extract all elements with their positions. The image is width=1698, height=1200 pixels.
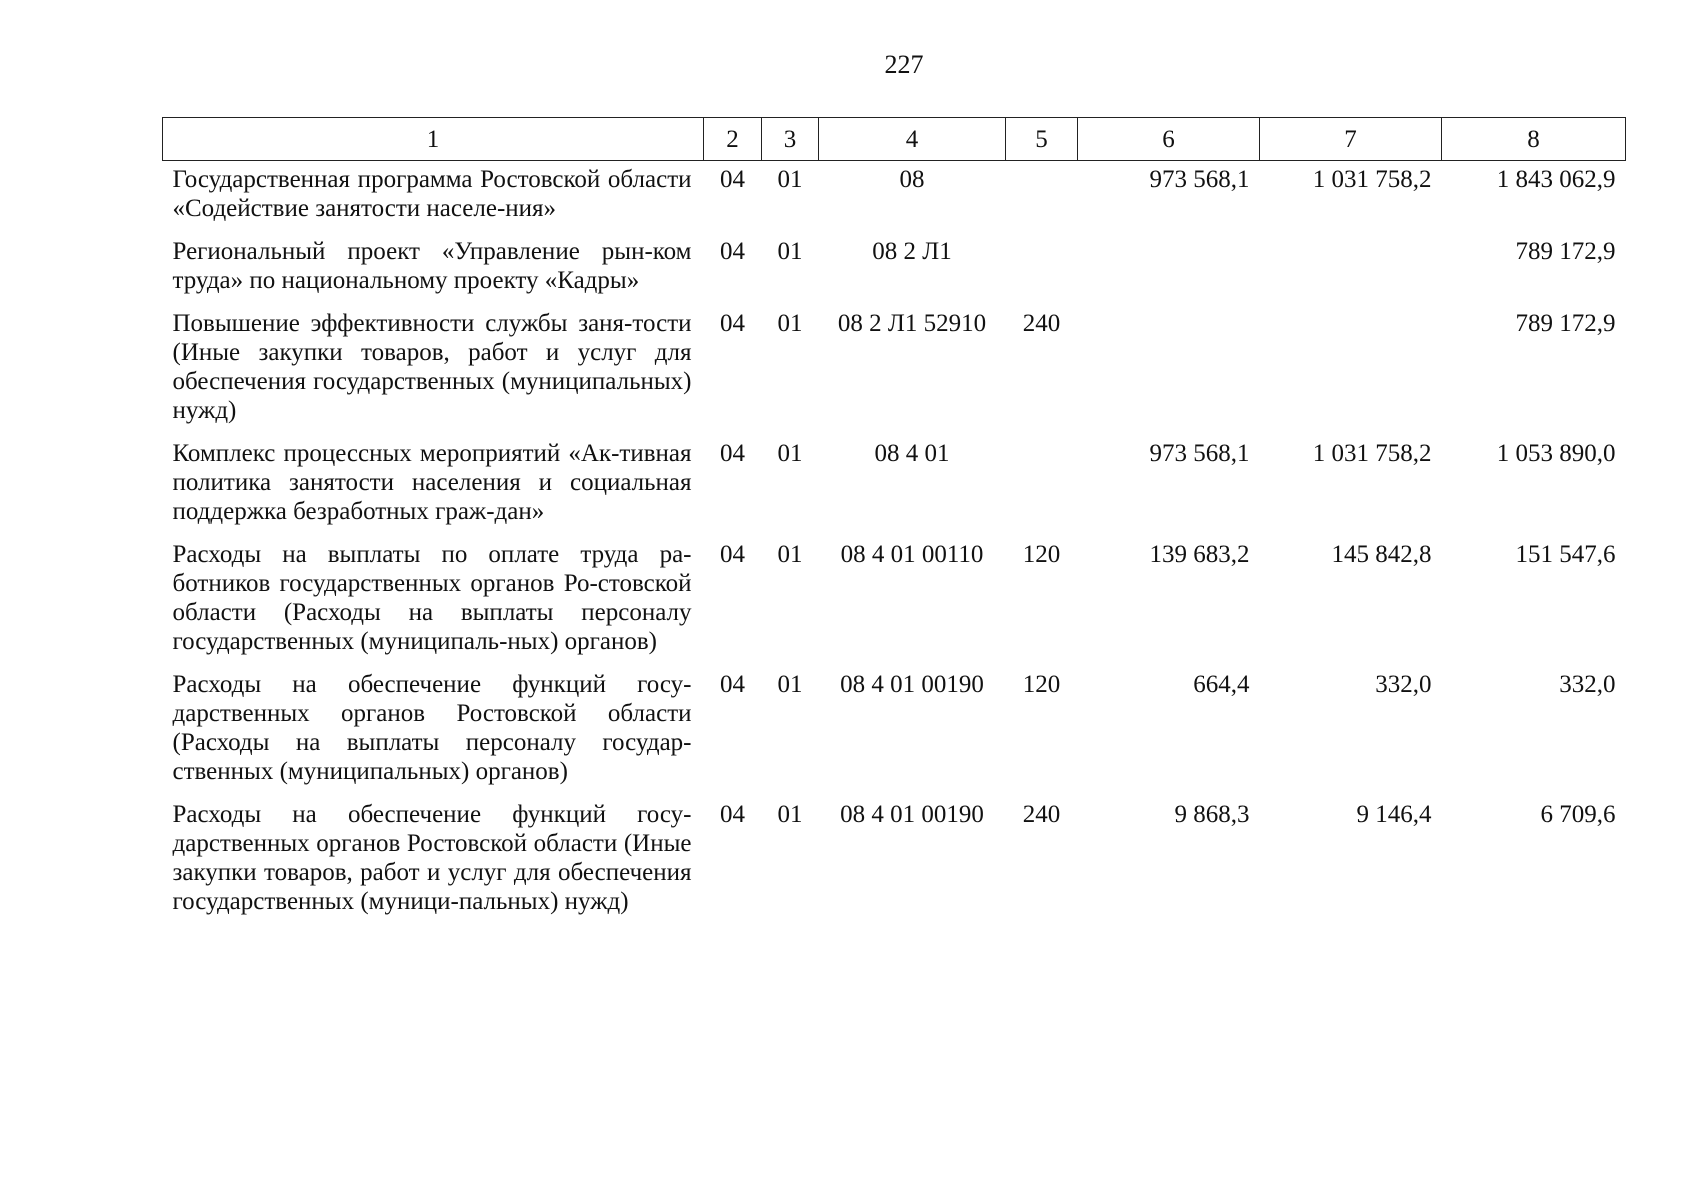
row-expense-type: 120 xyxy=(1022,671,1061,698)
row-amount-8: 789 172,9 xyxy=(1515,310,1616,337)
row-amount-7 xyxy=(1260,233,1442,305)
row-target-code: 08 4 01 xyxy=(874,440,950,467)
row-expense-type: 240 xyxy=(1022,801,1061,828)
row-subsection: 01 xyxy=(777,671,803,698)
row-expense-type xyxy=(1006,161,1078,234)
row-amount-6: 664,4 xyxy=(1193,671,1250,698)
row-subsection: 01 xyxy=(777,801,803,828)
row-amount-8: 332,0 xyxy=(1559,671,1616,698)
row-amount-6: 139 683,2 xyxy=(1149,541,1250,568)
row-name: Государственная программа Ростовской области «Содействие занятости населе-ния» xyxy=(172,166,692,222)
row-subsection: 01 xyxy=(777,440,803,467)
row-expense-type xyxy=(1006,435,1078,536)
row-amount-8: 6 709,6 xyxy=(1540,801,1616,828)
row-amount-6: 973 568,1 xyxy=(1149,166,1250,193)
row-name: Повышение эффективности службы заня-тости (Иные закупки товаров, работ и услуг для обеспечения государственных (муниципальных) нужд) xyxy=(172,310,692,424)
header-col-3: 3 xyxy=(762,118,819,161)
row-subsection: 01 xyxy=(777,541,803,568)
table-row xyxy=(163,161,1626,234)
row-amount-7 xyxy=(1260,305,1442,435)
row-amount-8: 1 843 062,9 xyxy=(1496,166,1616,193)
header-col-4: 4 xyxy=(819,118,1006,161)
header-col-8: 8 xyxy=(1442,118,1626,161)
row-expense-type: 240 xyxy=(1022,310,1061,337)
row-name: Комплекс процессных мероприятий «Ак-тивная политика занятости населения и социальная поддержка безработных граж-дан» xyxy=(172,440,692,525)
page-number: 227 xyxy=(884,50,924,79)
row-amount-7: 9 146,4 xyxy=(1356,801,1432,828)
header-col-1: 1 xyxy=(163,118,704,161)
row-target-code: 08 2 Л1 52910 xyxy=(837,310,987,337)
row-section: 04 xyxy=(720,801,745,828)
row-target-code: 08 4 01 00110 xyxy=(840,541,984,568)
row-target-code: 08 xyxy=(899,166,925,193)
row-expense-type xyxy=(1006,233,1078,305)
header-col-5: 5 xyxy=(1006,118,1078,161)
row-amount-6: 9 868,3 xyxy=(1174,801,1250,828)
header-col-2: 2 xyxy=(704,118,762,161)
table-row xyxy=(163,305,1626,435)
table-row xyxy=(163,233,1626,305)
row-amount-7: 332,0 xyxy=(1375,671,1432,698)
header-col-7: 7 xyxy=(1260,118,1442,161)
row-amount-6 xyxy=(1078,233,1260,305)
row-expense-type: 120 xyxy=(1022,541,1061,568)
row-name: Расходы на выплаты по оплате труда ра-ботников государственных органов Ро-стовской области (Расходы на выплаты персоналу государственных (муниципаль-ных) органов) xyxy=(172,541,692,655)
row-amount-7: 145 842,8 xyxy=(1331,541,1432,568)
table-row xyxy=(163,435,1626,536)
row-section: 04 xyxy=(720,238,745,265)
row-section: 04 xyxy=(720,310,745,337)
row-amount-8: 1 053 890,0 xyxy=(1496,440,1616,467)
row-amount-7: 1 031 758,2 xyxy=(1312,440,1432,467)
row-amount-7: 1 031 758,2 xyxy=(1312,166,1432,193)
row-target-code: 08 4 01 00190 xyxy=(840,671,984,698)
row-target-code: 08 2 Л1 xyxy=(872,238,952,265)
row-subsection: 01 xyxy=(777,238,803,265)
row-name: Расходы на обеспечение функций госу-дарственных органов Ростовской области (Расходы на выплаты персоналу государ-ственных (муниципальных) органов) xyxy=(172,671,692,785)
table-row xyxy=(163,666,1626,796)
row-amount-8: 789 172,9 xyxy=(1515,238,1616,265)
row-amount-6 xyxy=(1078,305,1260,435)
header-col-6: 6 xyxy=(1078,118,1260,161)
budget-table xyxy=(162,117,1626,926)
row-amount-6: 973 568,1 xyxy=(1149,440,1250,467)
row-subsection: 01 xyxy=(777,310,803,337)
table-row xyxy=(163,536,1626,666)
table-header-row xyxy=(163,118,1626,161)
row-name: Региональный проект «Управление рын-ком труда» по национальному проекту «Кадры» xyxy=(172,238,692,294)
row-section: 04 xyxy=(720,166,745,193)
row-target-code: 08 4 01 00190 xyxy=(840,801,984,828)
table-row xyxy=(163,796,1626,926)
row-amount-8: 151 547,6 xyxy=(1515,541,1616,568)
row-section: 04 xyxy=(720,440,745,467)
row-section: 04 xyxy=(720,541,745,568)
row-section: 04 xyxy=(720,671,745,698)
row-name: Расходы на обеспечение функций госу-дарственных органов Ростовской области (Иные закупки товаров, работ и услуг для обеспечения государственных (муници-пальных) нужд) xyxy=(172,801,692,915)
row-subsection: 01 xyxy=(777,166,803,193)
